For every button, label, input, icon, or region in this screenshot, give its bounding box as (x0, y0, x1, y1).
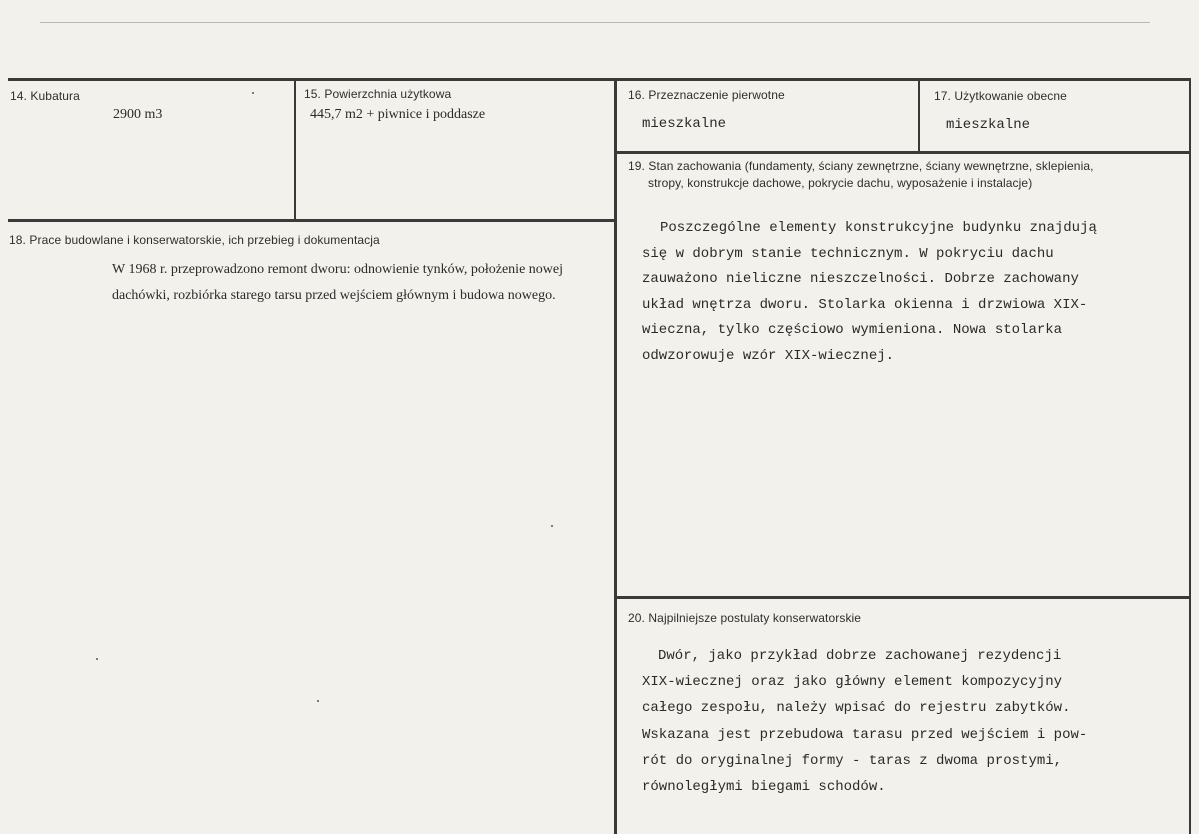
field-20-line: równoległymi biegami schodów. (642, 779, 886, 796)
field-19-line: zauważono nieliczne nieszczelności. Dobrze zachowany (642, 271, 1079, 288)
grid-line-row2-right (614, 151, 1191, 154)
field-15-label: 15. Powierzchnia użytkowa (304, 87, 452, 101)
field-18-text (112, 257, 563, 309)
field-20-line: całego zespołu, należy wpisać do rejestru zabytków. (642, 700, 1071, 717)
scan-speck (96, 658, 98, 660)
field-17-value: mieszkalne (946, 117, 1031, 133)
field-19-text (642, 216, 1097, 370)
field-19-label (628, 158, 1094, 192)
field-20-label: 20. Najpilniejsze postulaty konserwatorskie (628, 611, 862, 625)
field-17-label: 17. Użytkowanie obecne (934, 89, 1067, 103)
field-14-label: 14. Kubatura (10, 89, 80, 103)
grid-line-v1 (294, 78, 296, 221)
field-20-line: Wskazana jest przebudowa tarasu przed wejściem i pow- (642, 726, 1088, 743)
grid-line-v3 (918, 78, 920, 153)
scan-speck (551, 525, 553, 527)
grid-line-right-edge (1189, 78, 1191, 834)
field-16-value: mieszkalne (642, 116, 727, 132)
field-19-label-line: 19. Stan zachowania (fundamenty, ściany zewnętrzne, ściany wewnętrzne, sklepienia, (628, 159, 1094, 173)
scan-speck (317, 700, 319, 702)
scan-speck (252, 92, 254, 94)
field-15-value: 445,7 m2 + piwnice i poddasze (310, 107, 486, 122)
field-18-label: 18. Prace budowlane i konserwatorskie, ich przebieg i dokumentacja (9, 233, 380, 247)
field-20-text (642, 643, 1087, 800)
top-faint-rule (40, 22, 1150, 23)
grid-line-v2 (614, 78, 617, 834)
field-19-line: układ wnętrza dworu. Stolarka okienna i drzwiowa XIX- (642, 296, 1088, 313)
field-19-label-line: stropy, konstrukcje dachowe, pokrycie dachu, wyposażenie i instalacje) (648, 176, 1033, 190)
field-19-line: odwzorowuje wzór XIX-wiecznej. (642, 347, 895, 364)
field-20-line: XIX-wiecznej oraz jako główny element kompozycyjny (642, 674, 1063, 691)
field-16-label: 16. Przeznaczenie pierwotne (628, 88, 785, 102)
field-20-line: rót do oryginalnej formy - taras z dwoma prostymi, (642, 752, 1063, 769)
field-19-line: się w dobrym stanie technicznym. W pokryciu dachu (642, 245, 1054, 262)
field-19-line: wieczna, tylko częściowo wymieniona. Nowa stolarka (642, 322, 1063, 339)
field-20-line: Dwór, jako przykład dobrze zachowanej rezydencji (658, 648, 1062, 664)
grid-line-row3-right (614, 596, 1191, 599)
field-18-line: dachówki, rozbiórka starego tarsu przed wejściem głównym i budowa nowego. (112, 288, 556, 303)
field-18-line: W 1968 r. przeprowadzono remont dworu: odnowienie tynków, położenie nowej (112, 262, 564, 277)
field-14-value: 2900 m3 (113, 107, 163, 122)
grid-line-top (8, 78, 1191, 81)
grid-line-row2-left (8, 219, 616, 222)
field-19-line: Poszczególne elementy konstrukcyjne budynku znajdują (660, 220, 1097, 236)
